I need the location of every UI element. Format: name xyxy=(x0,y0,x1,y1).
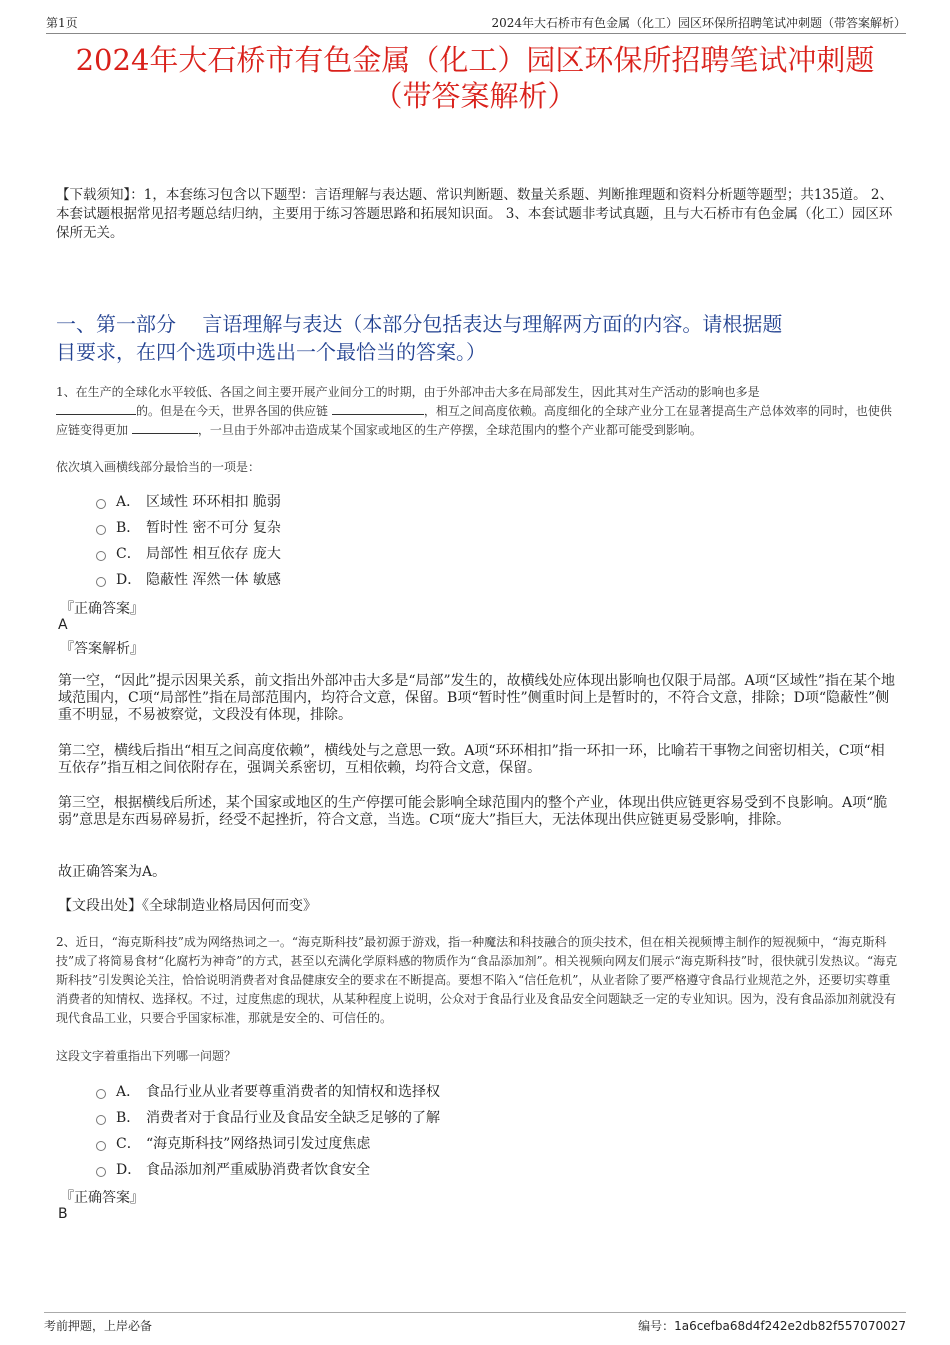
option-letter: B． xyxy=(116,1110,141,1126)
title-line-2: （带答案解析） xyxy=(373,79,577,113)
radio-icon[interactable] xyxy=(96,525,106,535)
code-value: 1a6cefba68d4f242e2db82f557070027 xyxy=(674,1319,906,1333)
question-1-options xyxy=(96,488,281,592)
document-title xyxy=(40,42,910,114)
question-1-segment-2: 的。但是在今天，世界各国的供应链 xyxy=(136,404,329,418)
option-text: 局部性 相互依存 庞大 xyxy=(146,546,281,562)
page-footer xyxy=(44,1312,906,1338)
source-note: 【文段出处】《全球制造业格局因何而变》 xyxy=(58,898,317,914)
option-text: 隐蔽性 浑然一体 敏感 xyxy=(146,572,281,588)
option-text: 食品添加剂严重威胁消费者饮食安全 xyxy=(146,1162,370,1178)
blank-3 xyxy=(132,422,198,434)
answer-value: A xyxy=(58,617,68,633)
section-heading xyxy=(56,310,898,366)
answer-value: B xyxy=(58,1206,68,1222)
title-line-1: 2024年大石桥市有色金属（化工）园区环保所招聘笔试冲刺题 xyxy=(75,43,875,77)
question-1-segment-3: ，相互之间高度依赖。高度细化的全球产业分工在显著提高生产总体效率的同时，也使供应链变得更加 xyxy=(56,404,892,437)
download-notice: 【下载须知】：1，本套练习包含以下题型：言语理解与表达题、常识判断题、数量关系题、判断推理题和资料分析题等题型；共135道。 2、本套试题根据常见招考题总结归纳，主要用于练习答题思路和拓展知识面。 3、本套试题非考试真题，且与大石桥市有色金属（化工）园区环保所无关。 xyxy=(56,187,893,241)
radio-icon[interactable] xyxy=(96,1089,106,1099)
page-header xyxy=(46,12,906,34)
question-1-segment-1: 1、在生产的全球化水平较低、各国之间主要开展产业间分工的时期，由于外部冲击大多在局部发生，因此其对生产活动的影响也多是 xyxy=(56,385,760,399)
radio-icon[interactable] xyxy=(96,1115,106,1125)
analysis-conclusion: 故正确答案为A。 xyxy=(58,864,167,880)
option-letter: D． xyxy=(116,572,142,588)
analysis-paragraph-2: 第二空，横线后指出“相互之间高度依赖”，横线处与之意思一致。A项“环环相扣”指一环扣一环，比喻若干事物之间密切相关，C项“相互依存”指互相之间依附存在，强调关系密切，互相依赖，均符合文意，保留。 xyxy=(58,743,885,776)
section-heading-line-1: 一、第一部分 言语理解与表达（本部分包括表达与理解两方面的内容。请根据题 xyxy=(56,312,783,336)
option-b[interactable] xyxy=(96,1104,440,1130)
answer-label: 『正确答案』 xyxy=(60,601,144,617)
option-letter: C． xyxy=(116,1136,141,1152)
document-code xyxy=(638,1317,906,1334)
option-letter: D． xyxy=(116,1162,142,1178)
blank-2 xyxy=(332,403,424,415)
page-number: 第1页 xyxy=(46,16,78,30)
blank-1 xyxy=(56,403,136,415)
radio-icon[interactable] xyxy=(96,551,106,561)
section-heading-line-2: 目要求，在四个选项中选出一个最恰当的答案。） xyxy=(56,340,486,364)
footer-slogan: 考前押题，上岸必备 xyxy=(44,1319,153,1333)
question-2-prompt: 这段文字着重指出下列哪一问题？ xyxy=(56,1049,237,1063)
header-title: 2024年大石桥市有色金属（化工）园区环保所招聘笔试冲刺题（带答案解析） xyxy=(491,16,906,30)
option-text: 食品行业从业者要尊重消费者的知情权和选择权 xyxy=(146,1084,440,1100)
radio-icon[interactable] xyxy=(96,577,106,587)
option-c[interactable] xyxy=(96,1130,440,1156)
option-b[interactable] xyxy=(96,514,281,540)
code-label: 编号： xyxy=(638,1319,675,1333)
question-2-options xyxy=(96,1078,440,1182)
option-letter: A． xyxy=(116,494,141,510)
option-letter: B． xyxy=(116,520,141,536)
option-letter: A． xyxy=(116,1084,141,1100)
option-d[interactable] xyxy=(96,1156,440,1182)
radio-icon[interactable] xyxy=(96,1167,106,1177)
question-1-segment-4: ，一旦由于外部冲击造成某个国家或地区的生产停摆，全球范围内的整个产业都可能受到影响。 xyxy=(197,423,702,437)
radio-icon[interactable] xyxy=(96,499,106,509)
option-c[interactable] xyxy=(96,540,281,566)
option-d[interactable] xyxy=(96,566,281,592)
option-text: 消费者对于食品行业及食品安全缺乏足够的了解 xyxy=(146,1110,440,1126)
answer-label: 『正确答案』 xyxy=(60,1190,144,1206)
question-1-prompt: 依次填入画横线部分最恰当的一项是： xyxy=(56,460,261,474)
option-letter: C． xyxy=(116,546,141,562)
radio-icon[interactable] xyxy=(96,1141,106,1151)
option-text: 区域性 环环相扣 脆弱 xyxy=(146,494,281,510)
question-2-stem: 2、近日，“海克斯科技”成为网络热词之一。“海克斯科技”最初源于游戏，指一种魔法和科技融合的顶尖技术，但在相关视频博主制作的短视频中，“海克斯科技”成了将简易食材“化腐朽为神奇”的方式，甚至以充满化学原料感的物质作为“食品添加剂”。相关视频向网友们展示“海克斯科技”时，很快就引发热议。“海克斯科技”引发舆论关注，恰恰说明消费者对食品健康安全的要求在不断提高。要想不陷入“信任危机”，从业者除了要严格遵守食品行业规范之外，还要切实尊重消费者的知情权、选择权。不过，过度焦虑的现状，从某种程度上说明，公众对于食品行业及食品安全问题缺乏一定的专业知识。因为，没有食品添加剂就没有现代食品工业，只要合乎国家标准，那就是安全的、可信任的。 xyxy=(56,935,898,1025)
option-text: 暂时性 密不可分 复杂 xyxy=(146,520,281,536)
option-text: “海克斯科技”网络热词引发过度焦虑 xyxy=(146,1136,371,1152)
question-1-stem xyxy=(56,383,900,440)
analysis-paragraph-1: 第一空，“因此”提示因果关系，前文指出外部冲击大多是“局部”发生的，故横线处应体现出影响也仅限于局部。A项“区域性”指在某个地域范围内，C项“局部性”指在局部范围内，均符合文意，保留。B项“暂时性”侧重时间上是暂时的，不符合文意，排除；D项“隐蔽性”侧重不明显，不易被察觉，文段没有体现，排除。 xyxy=(58,673,896,723)
analysis-paragraph-3: 第三空，根据横线后所述，某个国家或地区的生产停摆可能会影响全球范围内的整个产业，体现出供应链更容易受到不良影响。A项“脆弱”意思是东西易碎易折，经受不起挫折，符合文意，当选。C项“庞大”指巨大，无法体现出供应链更易受影响，排除。 xyxy=(58,795,888,828)
option-a[interactable] xyxy=(96,488,281,514)
analysis-label: 『答案解析』 xyxy=(60,641,144,657)
option-a[interactable] xyxy=(96,1078,440,1104)
